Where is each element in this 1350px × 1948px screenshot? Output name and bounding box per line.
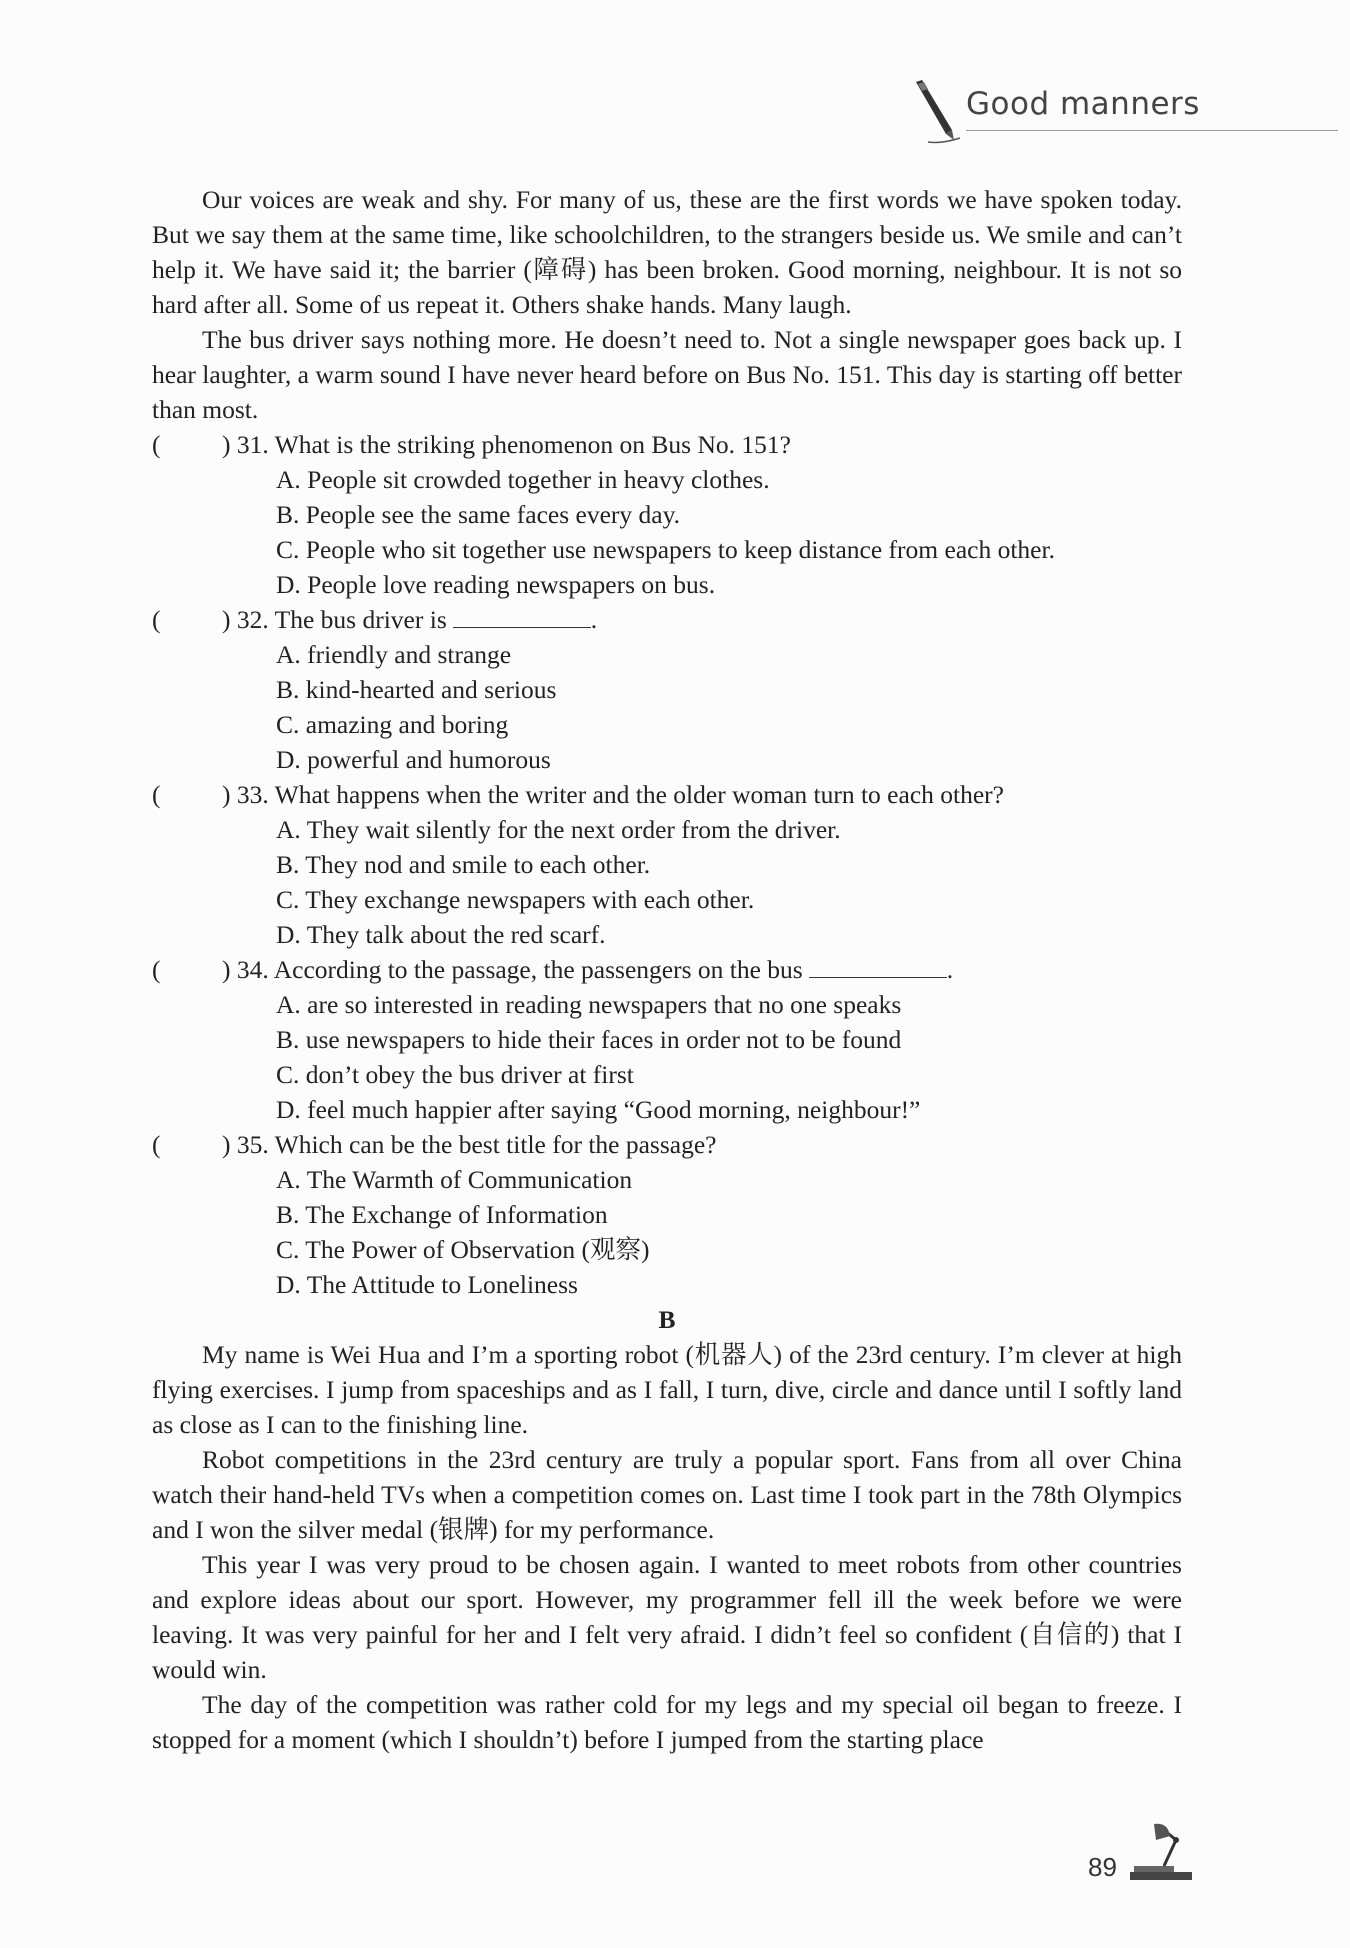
answer-space[interactable] bbox=[182, 427, 222, 462]
passage-paragraph: The bus driver says nothing more. He doesn’t need to. Not a single newspaper goes back up. I hear laughter, a warm sound I have never heard before on Bus No. 151. This day is starting off better than most. bbox=[152, 325, 1182, 424]
answer-space[interactable] bbox=[182, 952, 222, 987]
passage-paragraph: My name is Wei Hua and I’m a sporting robot (机器人) of the 23rd century. I’m clever at high flying exercises. I jump from spaceships and as I fall, I turn, dive, circle and dance until I softly land as close as I can to the finishing line. bbox=[152, 1340, 1182, 1439]
page-content bbox=[152, 182, 1182, 1757]
option-a: A. friendly and strange bbox=[276, 640, 512, 669]
option-d: D. They talk about the red scarf. bbox=[276, 920, 606, 949]
option-a: A. are so interested in reading newspapers that no one speaks bbox=[276, 990, 902, 1019]
fill-blank[interactable] bbox=[809, 955, 947, 978]
question-32 bbox=[152, 602, 1182, 637]
page-header bbox=[900, 78, 1340, 148]
option-c: C. They exchange newspapers with each other. bbox=[276, 885, 755, 914]
option-a: A. The Warmth of Communication bbox=[276, 1165, 633, 1194]
question-31 bbox=[152, 427, 1182, 462]
question-end-period: . bbox=[946, 955, 954, 984]
question-text: ) 33. What happens when the writer and the older woman turn to each other? bbox=[222, 780, 1004, 809]
option-a: A. People sit crowded together in heavy clothes. bbox=[276, 465, 770, 494]
answer-space[interactable] bbox=[182, 1127, 222, 1162]
option-c: C. People who sit together use newspapers to keep distance from each other. bbox=[276, 535, 1055, 564]
question-text bbox=[222, 952, 953, 987]
section-title: Good manners bbox=[966, 86, 1200, 122]
answer-space[interactable] bbox=[182, 777, 222, 812]
option-d: D. powerful and humorous bbox=[276, 745, 551, 774]
answer-bracket-open[interactable]: ( bbox=[152, 955, 161, 984]
answer-bracket-open[interactable]: ( bbox=[152, 605, 161, 634]
option-c: C. amazing and boring bbox=[276, 710, 509, 739]
option-c: C. The Power of Observation (观察) bbox=[276, 1235, 650, 1264]
passage-paragraph: This year I was very proud to be chosen again. I wanted to meet robots from other countries and explore ideas about our sport. However, my programmer fell ill the week before we were leaving. It was very painful for her and I felt very afraid. I didn’t feel so confident (自信的) that I would win. bbox=[152, 1550, 1182, 1684]
option-b: B. They nod and smile to each other. bbox=[276, 850, 651, 879]
question-end-period: . bbox=[590, 605, 598, 634]
section-letter: B bbox=[658, 1305, 676, 1334]
option-b: B. use newspapers to hide their faces in order not to be found bbox=[276, 1025, 902, 1054]
option-c: C. don’t obey the bus driver at first bbox=[276, 1060, 634, 1089]
page-number: 89 bbox=[1088, 1852, 1117, 1882]
question-35 bbox=[152, 1127, 1182, 1162]
option-b: B. The Exchange of Information bbox=[276, 1200, 608, 1229]
question-text: ) 35. Which can be the best title for the passage? bbox=[222, 1130, 717, 1159]
answer-bracket-open[interactable]: ( bbox=[152, 430, 161, 459]
question-stem: ) 32. The bus driver is bbox=[222, 605, 447, 634]
passage-paragraph: Robot competitions in the 23rd century are truly a popular sport. Fans from all over China watch their hand-held TVs when a competition comes on. Last time I took part in the 78th Olympics and I won the silver medal (银牌) for my performance. bbox=[152, 1445, 1182, 1544]
pen-icon bbox=[908, 78, 964, 150]
option-b: B. People see the same faces every day. bbox=[276, 500, 681, 529]
answer-bracket-open[interactable]: ( bbox=[152, 780, 161, 809]
question-stem: ) 34. According to the passage, the passengers on the bus bbox=[222, 955, 803, 984]
question-33 bbox=[152, 777, 1182, 812]
question-text bbox=[222, 602, 597, 637]
passage-paragraph: The day of the competition was rather cold for my legs and my special oil began to freeze. I stopped for a moment (which I shouldn’t) before I jumped from the starting place bbox=[152, 1690, 1182, 1754]
option-d: D. feel much happier after saying “Good morning, neighbour!” bbox=[276, 1095, 921, 1124]
answer-bracket-open[interactable]: ( bbox=[152, 1130, 161, 1159]
passage-paragraph: Our voices are weak and shy. For many of us, these are the first words we have spoken today. But we say them at the same time, like schoolchildren, to the strangers beside us. We smile and can’t help it. We have said it; the barrier (障碍) has been broken. Good morning, neighbour. It is not so hard after all. Some of us repeat it. Others shake hands. Many laugh. bbox=[152, 185, 1182, 319]
option-d: D. People love reading newspapers on bus. bbox=[276, 570, 716, 599]
option-a: A. They wait silently for the next order from the driver. bbox=[276, 815, 841, 844]
header-rule bbox=[966, 130, 1338, 131]
option-d: D. The Attitude to Loneliness bbox=[276, 1270, 578, 1299]
option-b: B. kind-hearted and serious bbox=[276, 675, 557, 704]
question-34 bbox=[152, 952, 1182, 987]
answer-space[interactable] bbox=[182, 602, 222, 637]
fill-blank[interactable] bbox=[453, 605, 591, 628]
desk-lamp-books-icon bbox=[1124, 1820, 1196, 1886]
question-text: ) 31. What is the striking phenomenon on Bus No. 151? bbox=[222, 430, 791, 459]
